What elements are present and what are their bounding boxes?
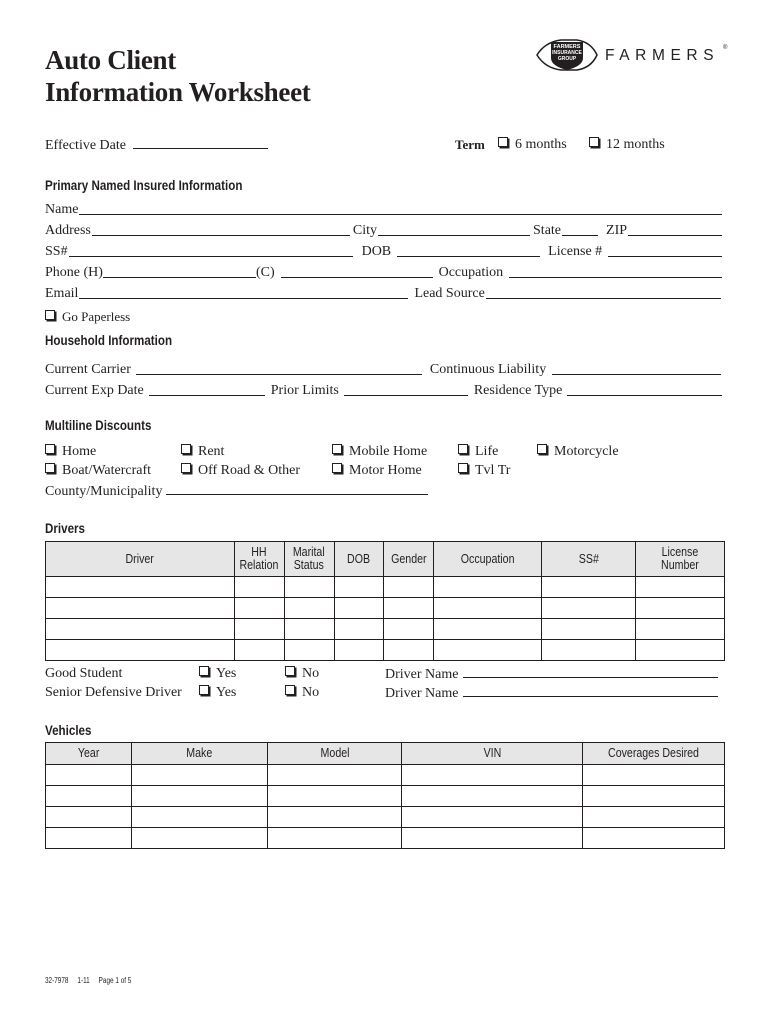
table-cell[interactable] [434, 619, 542, 640]
page-title [45, 44, 310, 108]
dob-line[interactable] [397, 256, 540, 257]
phone-home-label: Phone (H) [45, 265, 103, 280]
col-hh-relation-line-1: HH [251, 545, 267, 559]
table-cell[interactable] [267, 828, 402, 849]
current-exp-date-label: Current Exp Date [45, 383, 144, 398]
table-cell[interactable] [542, 640, 636, 661]
col-year [46, 743, 132, 765]
table-cell[interactable] [583, 828, 725, 849]
table-cell[interactable] [46, 619, 235, 640]
checkbox-icon[interactable] [45, 310, 55, 320]
household-heading: Household Information [45, 333, 173, 348]
checkbox-icon[interactable] [199, 685, 209, 695]
checkbox-icon[interactable] [45, 463, 55, 473]
table-cell[interactable] [636, 577, 725, 598]
exp-date-row[interactable] [45, 379, 725, 399]
zip-line[interactable] [628, 235, 722, 236]
table-cell[interactable] [267, 807, 402, 828]
phone-cell-line[interactable] [281, 277, 433, 278]
current-exp-date-line[interactable] [149, 395, 265, 396]
go-paperless-label: Go Paperless [62, 309, 131, 324]
table-cell[interactable] [267, 765, 402, 786]
driver-name-label: Driver Name [385, 667, 459, 682]
table-cell[interactable] [284, 577, 334, 598]
current-carrier-label: Current Carrier [45, 362, 131, 377]
multiline-mobile-home-option[interactable] [332, 444, 427, 460]
address-line[interactable] [92, 235, 350, 236]
table-cell[interactable] [131, 765, 267, 786]
checkbox-icon[interactable] [498, 137, 508, 147]
state-line[interactable] [562, 235, 598, 236]
checkbox-icon[interactable] [45, 444, 55, 454]
name-line[interactable] [79, 214, 722, 215]
title-line-2: Information Worksheet [45, 77, 311, 107]
table-row[interactable] [46, 765, 725, 786]
table-cell[interactable] [334, 598, 384, 619]
multiline-life-option[interactable] [458, 444, 498, 460]
multiline-option-label: Motorcycle [554, 444, 619, 459]
col-marital-status-line-2: Status [293, 558, 325, 572]
table-row[interactable] [46, 786, 725, 807]
vehicles-heading: Vehicles [45, 723, 92, 738]
table-cell[interactable] [384, 619, 434, 640]
occupation-line[interactable] [509, 277, 722, 278]
effective-date-field[interactable] [45, 137, 268, 154]
table-cell[interactable] [234, 619, 284, 640]
table-cell[interactable] [434, 640, 542, 661]
term-12-months-label: 12 months [606, 137, 665, 152]
multiline-motorcycle-option[interactable] [537, 444, 619, 460]
col-coverages-label: Coverages Desired [608, 746, 700, 760]
multiline-tvl-tr-option[interactable] [458, 463, 510, 479]
term-6-months-option[interactable] [498, 137, 567, 153]
go-paperless-option[interactable] [45, 309, 130, 325]
form-number: 32-7978 [45, 976, 69, 985]
checkbox-icon[interactable] [458, 444, 468, 454]
table-cell[interactable] [542, 619, 636, 640]
col-marital-status-line-1: Marital [293, 545, 325, 559]
logo-shield-line-1: FARMERS [553, 44, 581, 50]
address-label: Address [45, 223, 91, 238]
yes-label: Yes [216, 685, 237, 700]
table-row[interactable] [46, 640, 725, 661]
table-cell[interactable] [334, 577, 384, 598]
driver-name-label: Driver Name [385, 686, 459, 701]
table-cell[interactable] [267, 786, 402, 807]
multiline-option-label: Home [62, 444, 97, 459]
license-label: License # [548, 244, 603, 259]
checkbox-icon[interactable] [458, 463, 468, 473]
lead-source-line[interactable] [486, 298, 721, 299]
residence-type-label: Residence Type [473, 383, 563, 398]
checkbox-icon[interactable] [589, 137, 599, 147]
email-row[interactable] [45, 282, 725, 302]
phone-cell-label: (C) [255, 265, 275, 280]
page-number: Page 1 of 5 [98, 976, 132, 985]
page-footer [45, 976, 131, 985]
multiline-off-road-option[interactable] [181, 463, 300, 479]
drivers-heading: Drivers [45, 521, 86, 536]
multiline-option-label: Boat/Watercraft [62, 463, 152, 478]
col-year-label: Year [77, 746, 100, 760]
logo-wordmark: FARMERS [605, 47, 720, 64]
name-row[interactable] [45, 198, 725, 218]
multiline-motor-home-option[interactable] [332, 463, 422, 479]
farmers-shield-icon [535, 38, 730, 72]
senior-defensive-no-option[interactable] [285, 685, 319, 701]
checkbox-icon[interactable] [199, 666, 209, 676]
multiline-rent-option[interactable] [181, 444, 224, 460]
form-revision: 1-11 [77, 976, 90, 985]
email-label: Email [45, 286, 79, 301]
table-cell[interactable] [46, 828, 132, 849]
zip-label: ZIP [606, 223, 628, 238]
col-make [131, 743, 267, 765]
city-label: City [352, 223, 378, 238]
no-label: No [302, 685, 320, 700]
col-dob-label: DOB [347, 551, 371, 566]
county-field[interactable] [45, 483, 428, 500]
dob-label: DOB [361, 244, 392, 259]
multiline-option-label: Mobile Home [349, 444, 428, 459]
driver-name-line[interactable] [463, 666, 718, 678]
col-gender-label: Gender [391, 551, 427, 566]
table-cell[interactable] [402, 765, 583, 786]
no-label: No [302, 666, 320, 681]
logo-shield-line-3: GROUP [557, 56, 577, 62]
effective-date-line[interactable] [133, 137, 268, 149]
table-cell[interactable] [384, 640, 434, 661]
col-occupation-label: Occupation [460, 551, 515, 566]
logo-shield-line-2: INSURANCE [552, 50, 582, 56]
col-license-number [636, 542, 725, 577]
table-cell[interactable] [636, 640, 725, 661]
multiline-option-label: Rent [198, 444, 225, 459]
checkbox-icon[interactable] [181, 444, 191, 454]
table-cell[interactable] [542, 598, 636, 619]
col-model-label: Model [320, 746, 350, 760]
email-line[interactable] [79, 298, 408, 299]
lead-source-label: Lead Source [414, 286, 485, 301]
table-cell[interactable] [131, 828, 267, 849]
col-ss [542, 542, 636, 577]
multiline-heading: Multiline Discounts [45, 418, 152, 433]
col-vin [402, 743, 583, 765]
col-ss-label: SS# [578, 551, 599, 566]
col-driver-label: Driver [125, 551, 154, 566]
table-cell[interactable] [402, 828, 583, 849]
table-cell[interactable] [434, 598, 542, 619]
continuous-liability-label: Continuous Liability [429, 362, 547, 377]
continuous-liability-line[interactable] [552, 374, 721, 375]
name-label: Name [45, 202, 79, 217]
col-make-label: Make [186, 746, 213, 760]
col-dob [334, 542, 384, 577]
checkbox-icon[interactable] [537, 444, 547, 454]
primary-insured-heading: Primary Named Insured Information [45, 178, 243, 193]
state-label: State [533, 223, 562, 238]
multiline-option-label: Off Road & Other [198, 463, 300, 478]
city-line[interactable] [378, 235, 530, 236]
table-cell[interactable] [234, 598, 284, 619]
table-cell[interactable] [46, 786, 132, 807]
table-cell[interactable] [583, 765, 725, 786]
col-vin-label: VIN [483, 746, 502, 760]
county-line[interactable] [166, 483, 428, 495]
table-cell[interactable] [402, 786, 583, 807]
vehicles-table [45, 742, 725, 849]
title-line-1: Auto Client [45, 45, 176, 75]
table-cell[interactable] [46, 765, 132, 786]
yes-label: Yes [216, 666, 237, 681]
senior-defensive-label: Senior Defensive Driver [45, 685, 182, 700]
table-cell[interactable] [284, 640, 334, 661]
address-row[interactable] [45, 219, 725, 239]
table-row[interactable] [46, 807, 725, 828]
table-cell[interactable] [636, 619, 725, 640]
table-cell[interactable] [402, 807, 583, 828]
term-label: Term [455, 137, 485, 152]
term-12-months-option[interactable] [589, 137, 665, 153]
good-student-no-option[interactable] [285, 666, 319, 682]
col-marital-status [284, 542, 334, 577]
table-cell[interactable] [384, 598, 434, 619]
checkbox-icon[interactable] [332, 463, 342, 473]
col-license-number-label: License Number [661, 545, 699, 572]
table-cell[interactable] [284, 598, 334, 619]
col-model [267, 743, 402, 765]
good-student-yes-option[interactable] [199, 666, 236, 682]
current-carrier-line[interactable] [136, 374, 422, 375]
ss-line[interactable] [69, 256, 353, 257]
col-hh-relation [234, 542, 284, 577]
table-row[interactable] [46, 577, 725, 598]
vehicles-header-row [46, 743, 725, 765]
table-cell[interactable] [334, 619, 384, 640]
farmers-logo [535, 38, 730, 72]
table-cell[interactable] [46, 598, 235, 619]
table-cell[interactable] [46, 807, 132, 828]
table-cell[interactable] [131, 786, 267, 807]
col-occupation [434, 542, 542, 577]
phone-home-line[interactable] [103, 277, 256, 278]
table-cell[interactable] [583, 807, 725, 828]
table-cell[interactable] [131, 807, 267, 828]
checkbox-icon[interactable] [285, 666, 295, 676]
good-student-label: Good Student [45, 666, 123, 681]
drivers-table [45, 541, 725, 661]
table-cell[interactable] [542, 577, 636, 598]
col-driver [46, 542, 235, 577]
license-line[interactable] [608, 256, 722, 257]
senior-defensive-driver-name-field[interactable] [385, 685, 718, 702]
table-cell[interactable] [384, 577, 434, 598]
senior-defensive-yes-option[interactable] [199, 685, 236, 701]
table-cell[interactable] [636, 598, 725, 619]
table-row[interactable] [46, 598, 725, 619]
table-cell[interactable] [234, 577, 284, 598]
ss-label: SS# [45, 244, 68, 259]
prior-limits-label: Prior Limits [270, 383, 339, 398]
prior-limits-line[interactable] [344, 395, 468, 396]
checkbox-icon[interactable] [332, 444, 342, 454]
good-student-driver-name-field[interactable] [385, 666, 718, 683]
multiline-home-option[interactable] [45, 444, 96, 460]
carrier-row[interactable] [45, 358, 725, 378]
phone-row[interactable] [45, 261, 725, 281]
table-row[interactable] [46, 828, 725, 849]
term-6-months-label: 6 months [515, 137, 567, 152]
logo-registered-mark: ® [723, 45, 728, 51]
multiline-option-label: Motor Home [349, 463, 422, 478]
effective-date-label: Effective Date [45, 138, 126, 153]
multiline-option-label: Life [475, 444, 499, 459]
multiline-option-label: Tvl Tr [475, 463, 511, 478]
table-cell[interactable] [234, 640, 284, 661]
county-label: County/Municipality [45, 484, 163, 499]
table-cell[interactable] [583, 786, 725, 807]
table-cell[interactable] [46, 577, 235, 598]
table-cell[interactable] [334, 640, 384, 661]
driver-name-line[interactable] [463, 685, 718, 697]
checkbox-icon[interactable] [181, 463, 191, 473]
occupation-label: Occupation [438, 265, 504, 280]
col-coverages-desired [583, 743, 725, 765]
col-gender [384, 542, 434, 577]
residence-type-line[interactable] [567, 395, 722, 396]
table-row[interactable] [46, 619, 725, 640]
col-hh-relation-line-2: Relation [239, 558, 279, 572]
multiline-boat-option[interactable] [45, 463, 151, 479]
table-cell[interactable] [434, 577, 542, 598]
checkbox-icon[interactable] [285, 685, 295, 695]
ss-row[interactable] [45, 240, 725, 260]
table-cell[interactable] [284, 619, 334, 640]
drivers-header-row [46, 542, 725, 577]
table-cell[interactable] [46, 640, 235, 661]
